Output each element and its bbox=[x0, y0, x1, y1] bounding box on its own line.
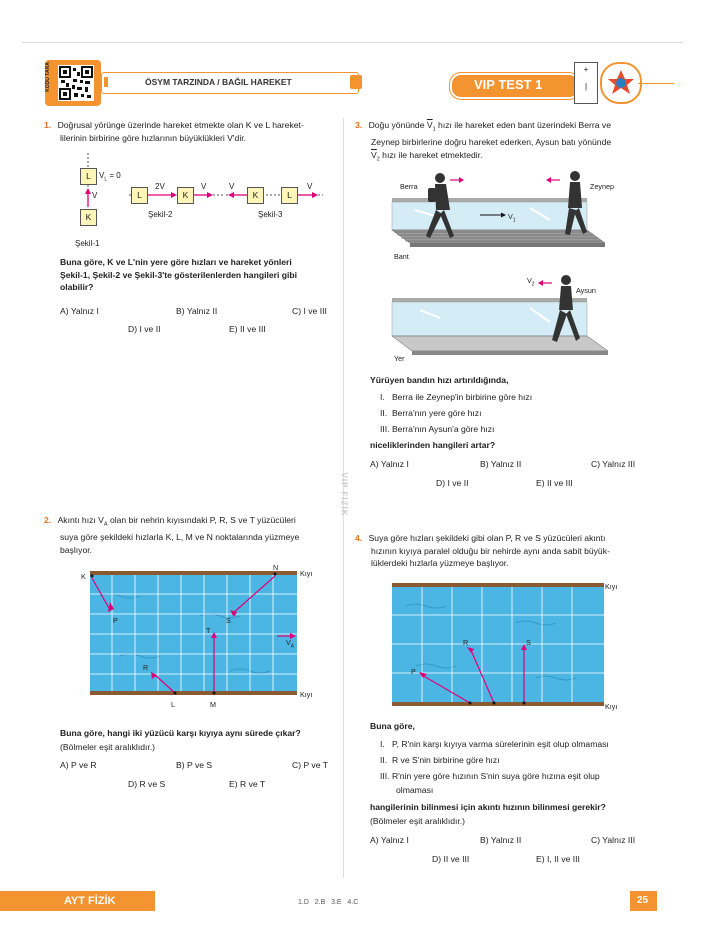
q2-note: (Bölmeler eşit aralıklıdır.) bbox=[60, 742, 156, 752]
q1-option-e[interactable]: E) II ve III bbox=[229, 324, 266, 334]
q2-shore-top: Kıyı bbox=[300, 569, 313, 578]
q2-label-m: M bbox=[210, 700, 216, 709]
q2-option-d[interactable]: D) R ve S bbox=[128, 779, 166, 789]
q2-label-n: N bbox=[273, 563, 279, 572]
q1-fig2 bbox=[128, 180, 228, 220]
footer-page-number: 25 bbox=[637, 895, 649, 906]
q4-number: 4. bbox=[355, 533, 363, 543]
q4-stem: 4. Suya göre hızları şekildeki gibi olan P, R ve S yüzücüleri akıntı hızının kıyıya paralel olduğu bir nehirde aynı anda sabit büyük- lüklerdeki hızlarla yüzmeye başlıyor. bbox=[355, 533, 610, 569]
q4-label-r: R bbox=[463, 638, 469, 647]
q3-option-e[interactable]: E) II ve III bbox=[536, 478, 573, 488]
q2-number: 2. bbox=[44, 515, 52, 525]
q2-shore-bottom: Kıyı bbox=[300, 690, 313, 699]
q1-fig2-v: V bbox=[201, 182, 207, 191]
q4-item-3: III. R'nin yere göre hızının S'nin suya göre hızına eşit olup bbox=[380, 771, 600, 781]
q2-option-a[interactable]: A) P ve R bbox=[60, 760, 97, 770]
q2-label-l: L bbox=[171, 700, 175, 709]
q4-item-3-cont: olmaması bbox=[396, 785, 434, 795]
footer-brand: AYT FİZİK bbox=[64, 895, 116, 907]
q4-option-a[interactable]: A) Yalnız I bbox=[370, 835, 409, 845]
side-watermark: VIP FİZİK bbox=[339, 472, 349, 517]
logo-icon bbox=[600, 62, 642, 104]
q2-river-figure bbox=[80, 563, 330, 711]
q4-label-p: P bbox=[411, 667, 416, 676]
q3-label-aysun-v: $V_2$ bbox=[527, 276, 535, 288]
q2-option-b[interactable]: B) P ve S bbox=[176, 760, 213, 770]
q3-question: Yürüyen bandın hızı artırıldığında, bbox=[370, 375, 509, 385]
q1-fig2-box-left: L bbox=[131, 187, 148, 204]
q4-item-2: II. R ve S'nin birbirine göre hızı bbox=[380, 755, 500, 765]
q2-label-r: R bbox=[143, 663, 149, 672]
q4-shore-top: Kıyı bbox=[605, 582, 618, 591]
q4-note: (Bölmeler eşit aralıklıdır.) bbox=[370, 816, 466, 826]
q2-option-c[interactable]: C) P ve T bbox=[292, 760, 328, 770]
q1-fig1-box-top: L bbox=[80, 168, 97, 185]
q1-fig2-caption: Şekil-2 bbox=[148, 210, 173, 219]
q3-option-b[interactable]: B) Yalnız II bbox=[480, 459, 522, 469]
q1-fig1-box-bottom: K bbox=[80, 209, 97, 226]
q3-item-2: II. Berra'nın yere göre hızı bbox=[380, 408, 482, 418]
section-title-tag bbox=[104, 77, 108, 87]
q1-fig3 bbox=[225, 180, 325, 220]
q4-option-b[interactable]: B) Yalnız II bbox=[480, 835, 522, 845]
q3-label-bant: Bant bbox=[394, 252, 409, 261]
q3-option-c[interactable]: C) Yalnız III bbox=[591, 459, 636, 469]
q4-question-end: hangilerinin bilinmesi için akıntı hızının bilinmesi gerekir? bbox=[370, 802, 606, 812]
q3-number: 3. bbox=[355, 120, 363, 130]
q2-label-s: S bbox=[226, 616, 231, 625]
q2-question: Buna göre, hangi iki yüzücü karşı kıyıya aynı sürede çıkar? bbox=[60, 728, 301, 738]
q1-fig1-v: V bbox=[92, 191, 98, 200]
q1-option-a[interactable]: A) Yalnız I bbox=[60, 306, 99, 316]
header-rule-right bbox=[638, 83, 674, 84]
q1-stem bbox=[44, 119, 334, 144]
q3-label-band-v: $V_1$ bbox=[508, 212, 516, 224]
q4-item-1: I. P, R'nin karşı kıyıya varma sürelerinin eşit olup olmaması bbox=[380, 739, 609, 749]
q2-label-va: $V_A$ bbox=[286, 638, 295, 650]
q1-stem-line1: Doğrusal yörünge üzerinde hareket etmekte olan K ve L hareket- bbox=[57, 120, 304, 130]
q3-label-aysun: Aysun bbox=[576, 286, 596, 295]
q2-label-t: T bbox=[206, 626, 211, 635]
footer-answers: 1.D 2.B 3.E 4.C bbox=[298, 899, 359, 906]
q2-stem: 2. Akıntı hızı $V_A$ olan bir nehrin kıyısındaki P, R, S ve T yüzücüleri suya göre şekildeki hızlarla K, L, M ve N noktalarında yüzmeye başlıyor. bbox=[44, 515, 300, 555]
q1-option-c[interactable]: C) I ve III bbox=[292, 306, 327, 316]
q1-question: Buna göre, K ve L'nin yere göre hızları ve hareket yönleri Şekil-1, Şekil-2 ve Şekil-3'te gösterilenlerden hangileri gibi olabilir? bbox=[60, 257, 298, 293]
q4-river-figure bbox=[386, 578, 636, 713]
q1-fig1-vl: $V_L = 0$ bbox=[99, 171, 121, 183]
qr-side-label: KODU TARA bbox=[44, 62, 51, 92]
q3-option-d[interactable]: D) I ve II bbox=[436, 478, 469, 488]
q3-label-yer: Yer bbox=[394, 354, 405, 363]
q1-fig3-box-right: L bbox=[281, 187, 298, 204]
top-rule bbox=[22, 42, 683, 43]
section-title-tab bbox=[350, 75, 362, 89]
q4-option-d[interactable]: D) II ve III bbox=[432, 854, 470, 864]
q1-number: 1. bbox=[44, 120, 52, 130]
q3-stem: 3. Doğu yönünde $\overline{V}_1$ hızı ile hareket eden bant üzerindeki Berra ve Zeynep birbirlerine doğru hareket ederken, Aysun batı yönünde $\overline{V}_2$ hızı ile hareket etmektedir. bbox=[355, 120, 612, 163]
q2-label-p: P bbox=[113, 616, 118, 625]
q4-option-c[interactable]: C) Yalnız III bbox=[591, 835, 636, 845]
q4-option-e[interactable]: E) I, II ve III bbox=[536, 854, 580, 864]
q1-option-b[interactable]: B) Yalnız II bbox=[176, 306, 218, 316]
q1-option-d[interactable]: D) I ve II bbox=[128, 324, 161, 334]
q1-fig2-box-right: K bbox=[177, 187, 194, 204]
q1-fig2-two-v: 2V bbox=[155, 182, 165, 191]
q1-stem-line2: lilerinin birbirine göre hızlarının büyüklükleri V'dir. bbox=[60, 132, 247, 143]
q1-fig1-caption: Şekil-1 bbox=[75, 239, 100, 248]
q3-item-3: III. Berra'nın Aysun'a göre hızı bbox=[380, 424, 495, 434]
section-title: ÖSYM TARZINDA / BAĞIL HAREKET bbox=[145, 77, 292, 87]
q3-question-end: niceliklerinden hangileri artar? bbox=[370, 440, 496, 450]
q2-label-k: K bbox=[81, 572, 86, 581]
q3-label-berra: Berra bbox=[400, 182, 418, 191]
q4-question: Buna göre, bbox=[370, 721, 415, 731]
q4-label-s: S bbox=[526, 638, 531, 647]
q1-fig3-box-left: K bbox=[247, 187, 264, 204]
q3-option-a[interactable]: A) Yalnız I bbox=[370, 459, 409, 469]
test-title: VIP TEST 1 bbox=[474, 77, 543, 92]
qr-code-icon[interactable] bbox=[58, 65, 94, 101]
q1-fig3-v-right: V bbox=[307, 182, 313, 191]
q4-shore-bottom: Kıyı bbox=[605, 702, 618, 711]
q3-walkway-figure bbox=[380, 168, 650, 368]
q3-item-1: I. Berra ile Zeynep'in birbirine göre hızı bbox=[380, 392, 533, 402]
battery-icon: + | bbox=[574, 62, 598, 104]
q3-label-zeynep: Zeynep bbox=[590, 182, 614, 191]
q1-fig3-v-left: V bbox=[229, 182, 235, 191]
q2-option-e[interactable]: E) R ve T bbox=[229, 779, 266, 789]
q1-fig3-caption: Şekil-3 bbox=[258, 210, 283, 219]
